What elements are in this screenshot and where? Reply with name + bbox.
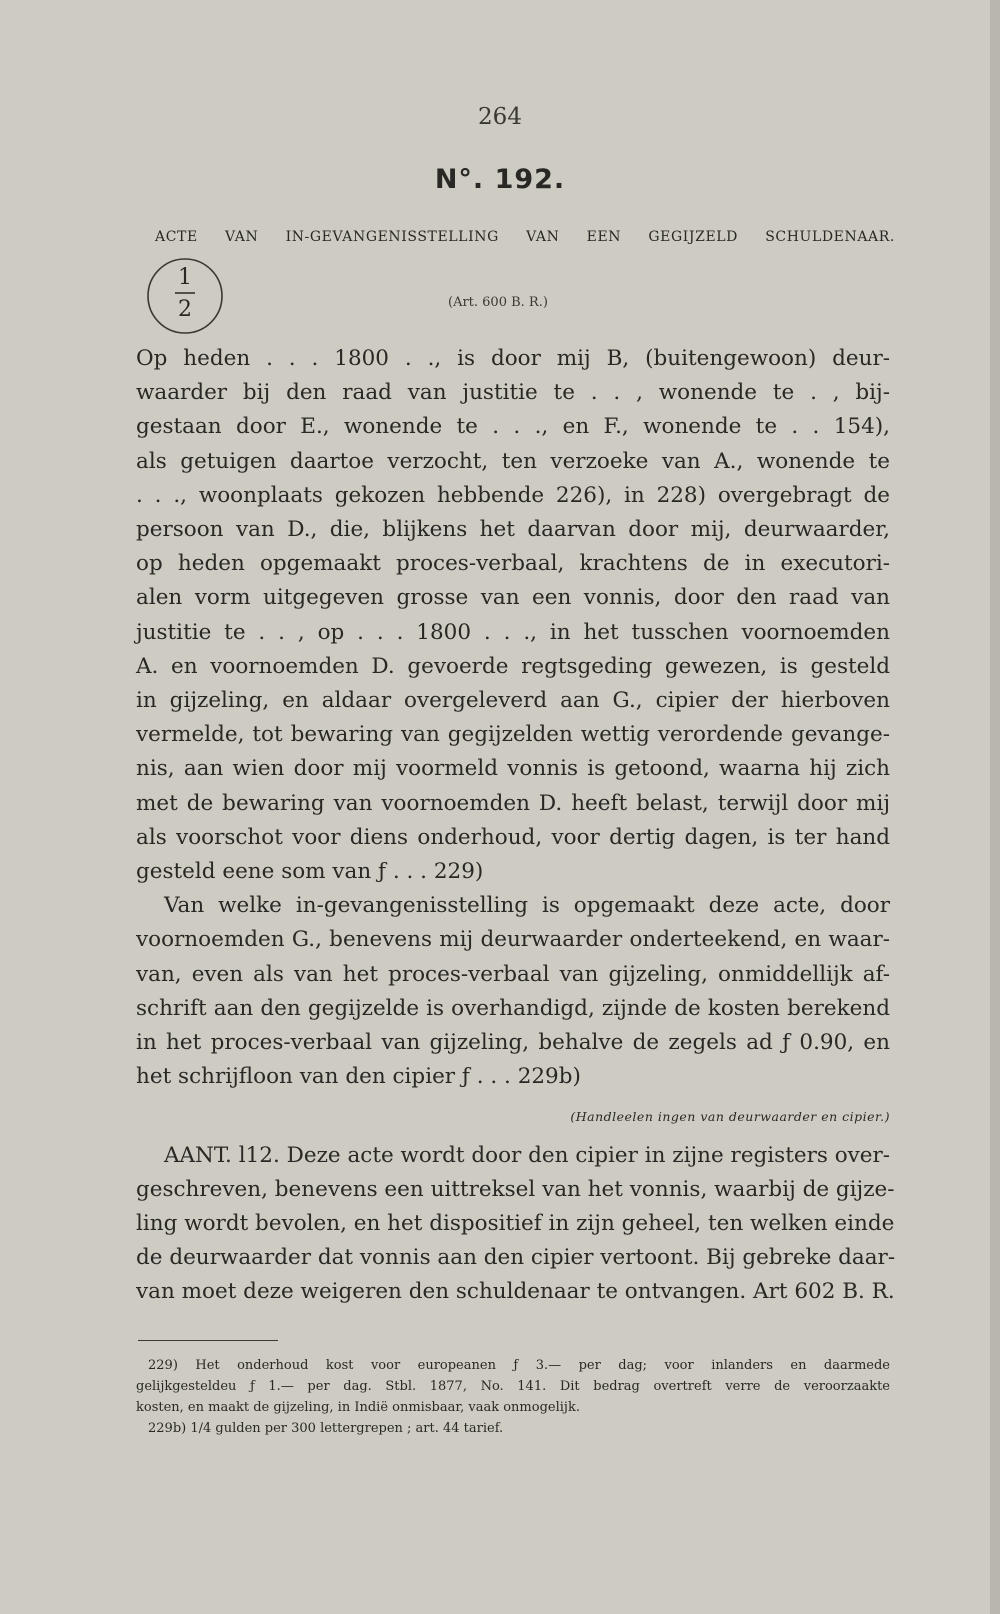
body-line: met de bewaring van voornoemden D. heeft belast, terwijl door mij (136, 790, 890, 816)
footnote-line: 229b) 1/4 gulden per 300 lettergrepen ; art. 44 tarief. (148, 1421, 504, 1436)
title-word: SCHULDENAAR. (765, 229, 895, 245)
footnote-line: kosten, en maakt de gijzeling, in Indië onmisbaar, vaak onmogelijk. (136, 1400, 580, 1415)
document-title (155, 229, 895, 245)
title-word: EEN (586, 229, 622, 245)
body-line: Op heden . . . 1800 . ., is door mij B, (buitengewoon) deur- (136, 346, 890, 371)
source-citation: (Handleelen ingen van deurwaarder en cipier.) (570, 1109, 890, 1125)
body-line: vermelde, tot bewaring van gegijzelden wettig verordende gevange- (136, 722, 890, 748)
note-line: AANT. l12. Deze acte wordt door den cipier in zijne registers over- (164, 1142, 891, 1168)
title-word: VAN (225, 229, 259, 245)
body-text (136, 342, 896, 1310)
stamp-denominator: 2 (178, 297, 192, 322)
footnote-line: 229) Het onderhoud kost voor europeanen ƒ 3.— per dag; voor inlanders en daarmede (148, 1358, 890, 1373)
stamp-numerator: 1 (178, 265, 192, 290)
body-line: gesteld eene som van ƒ . . . 229) (136, 859, 484, 885)
body-line: van, even als van het proces-verbaal van gijzeling, onmiddellijk af- (136, 961, 890, 987)
body-line: persoon van D., die, blijkens het daarvan door mij, deurwaarder, (136, 517, 890, 543)
document-number: N°. 192. (434, 164, 566, 195)
body-line: als getuigen daartoe verzocht, ten verzoeke van A., wonende te (136, 448, 890, 474)
body-line: gestaan door E., wonende te . . ., en F., wonende te . . 154), (136, 414, 890, 440)
note-line: ling wordt bevolen, en het dispositief in zijn geheel, ten welken einde (136, 1211, 895, 1237)
body-line: op heden opgemaakt proces-verbaal, krachtens de in executori- (136, 551, 890, 577)
body-line: in het proces-verbaal van gijzeling, behalve de zegels ad ƒ 0.90, en (136, 1030, 890, 1056)
page-edge (990, 0, 1000, 1614)
title-word: ACTE (155, 229, 198, 245)
body-line: het schrijfloon van den cipier ƒ . . . 229b) (136, 1064, 581, 1090)
title-word: IN-GEVANGENISSTELLING (285, 229, 499, 245)
body-line: waarder bij den raad van justitie te . . , wonende te . , bij- (136, 380, 890, 406)
body-line: voornoemden G., benevens mij deurwaarder onderteekend, en waar- (136, 927, 890, 953)
page-number: 264 (478, 104, 522, 130)
footnote-rule (138, 1340, 278, 1341)
body-line: in gijzeling, en aldaar overgeleverd aan G., cipier der hierboven (136, 688, 890, 714)
fraction-stamp (145, 254, 229, 338)
body-line: schrift aan den gegijzelde is overhandigd, zijnde de kosten berekend (136, 995, 890, 1021)
body-line: Van welke in-gevangenisstelling is opgemaakt deze acte, door (164, 893, 890, 919)
title-word: GEGIJZELD (648, 229, 738, 245)
title-word: VAN (526, 229, 560, 245)
note-line: de deurwaarder dat vonnis aan den cipier vertoont. Bij gebreke daar- (136, 1245, 896, 1271)
article-reference: (Art. 600 B. R.) (448, 295, 548, 310)
body-line: nis, aan wien door mij voormeld vonnis is getoond, waarna hij zich (136, 756, 890, 782)
note-line: van moet deze weigeren den schuldenaar te ontvangen. Art 602 B. R. (136, 1279, 895, 1305)
footnotes (136, 1355, 890, 1439)
footnote-line: gelijkgesteldeu ƒ 1.— per dag. Stbl. 1877, No. 141. Dit bedrag overtreft verre de veroorzaakte (136, 1379, 890, 1394)
body-line: . . ., woonplaats gekozen hebbende 226), in 228) overgebragt de (136, 482, 890, 508)
body-line: alen vorm uitgegeven grosse van een vonnis, door den raad van (136, 585, 890, 611)
body-line: justitie te . . , op . . . 1800 . . ., in het tusschen voornoemden (136, 619, 890, 645)
note-line: geschreven, benevens een uittreksel van het vonnis, waarbij de gijze- (136, 1176, 895, 1202)
body-line: als voorschot voor diens onderhoud, voor dertig dagen, is ter hand (136, 824, 890, 850)
body-line: A. en voornoemden D. gevoerde regtsgeding gewezen, is gesteld (136, 653, 890, 679)
